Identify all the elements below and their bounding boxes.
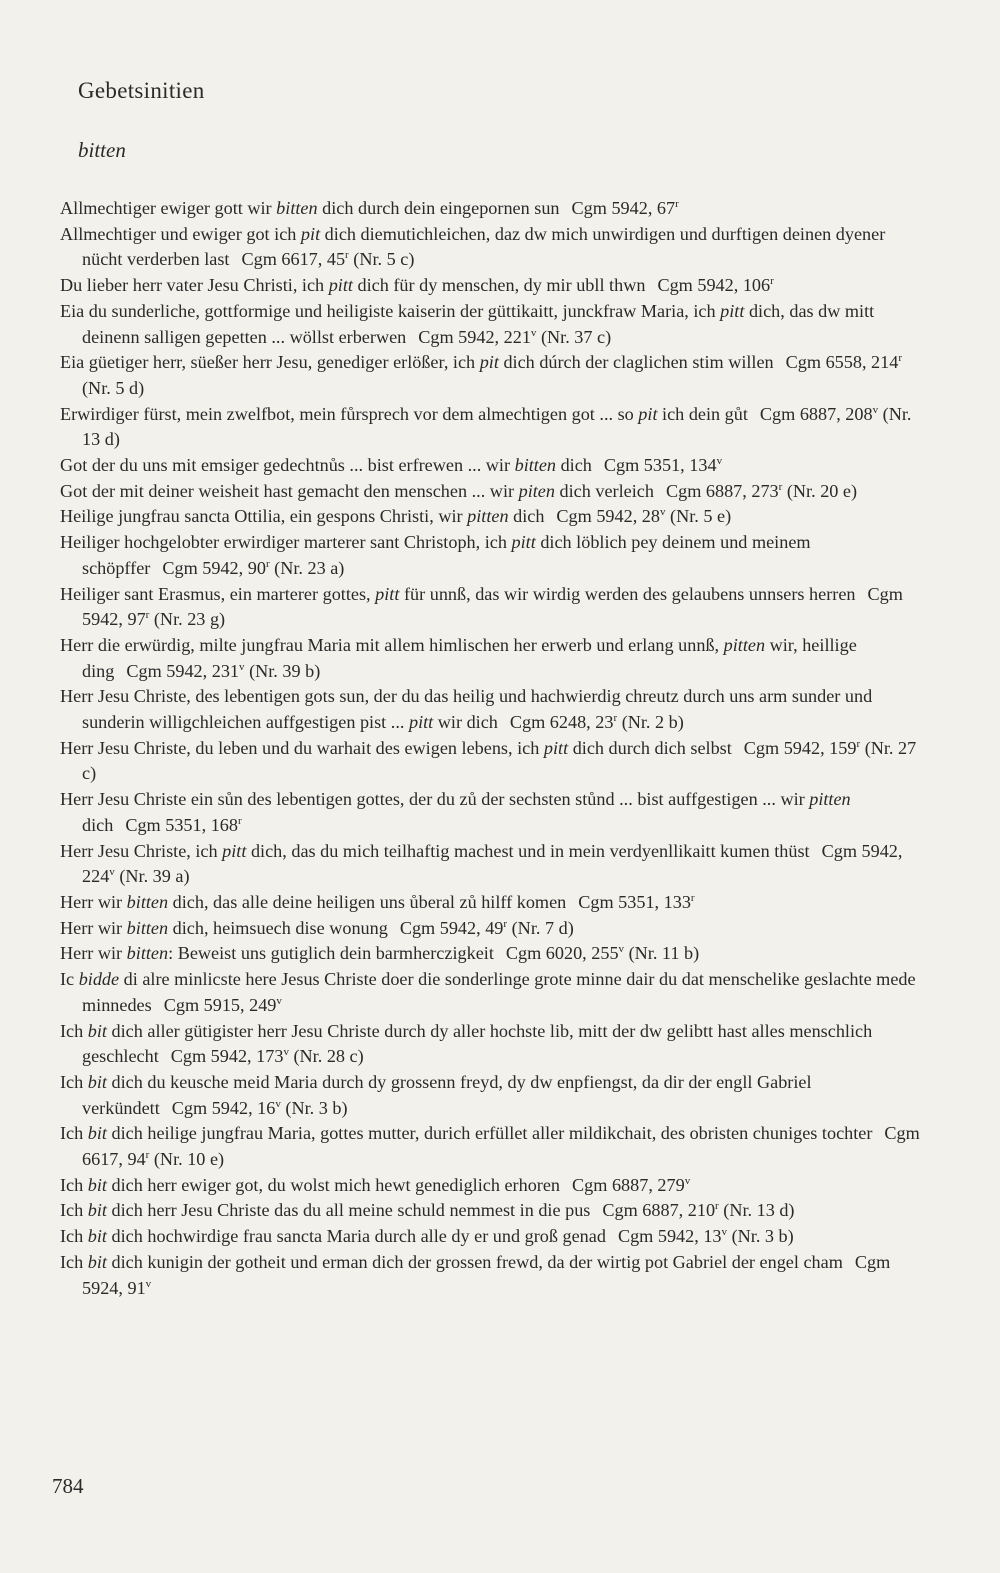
entry-text-end: wir, heillige ding xyxy=(82,634,857,681)
entry-text-end: dich, das dw mitt deinenn salligen gepetten ... wöllst erberwen xyxy=(82,300,875,347)
manuscript-reference xyxy=(657,275,773,295)
entry-keyword: pitt xyxy=(543,737,569,758)
page-number: 784 xyxy=(52,1474,84,1498)
entry-text-start: Eia güetiger herr, süeßer herr Jesu, genediger erlößer, ich xyxy=(60,352,480,373)
folio-side: v xyxy=(618,943,625,956)
entry-keyword: bitten xyxy=(126,891,169,912)
entry-text-start: Eia du sunderliche, gottformige und heiligiste kaiserin der güttikaitt, junckfraw Maria, ich xyxy=(60,300,721,321)
reference-text: Cgm 6248, 23 xyxy=(509,712,614,733)
entry-text-start: Erwirdiger fürst, mein zwelfbot, mein fůrsprech vor dem almechtigen got ... so xyxy=(60,403,639,424)
folio-side: r xyxy=(238,814,242,827)
entry-text-end: dich xyxy=(508,506,545,527)
entry-keyword: bit xyxy=(87,1123,107,1144)
folio-side: r xyxy=(145,1148,150,1161)
list-item xyxy=(60,916,930,942)
entry-keyword: pitt xyxy=(222,840,247,861)
entry-text-start: Herr Jesu Christe ein sůn des lebentigen gottes, der du zů der sechsten stůnd ... bist auffgestigen ... wir xyxy=(60,789,810,810)
section-heading: bitten xyxy=(78,138,126,162)
folio-side: v xyxy=(283,1046,289,1059)
entry-text-start: Herr Jesu Christe, ich xyxy=(60,840,223,861)
list-item xyxy=(60,582,930,633)
reference-number: (Nr. 13 d) xyxy=(718,1200,795,1221)
list-item xyxy=(60,222,930,273)
folio-side: v xyxy=(276,994,282,1007)
list-item xyxy=(60,350,930,401)
entry-text-end: ich dein gůt xyxy=(657,403,748,424)
folio-side: v xyxy=(530,326,537,339)
reference-text: Cgm 5942, 90 xyxy=(162,557,266,578)
manuscript-reference xyxy=(172,1098,348,1118)
entry-text-end: dich herr Jesu Christe das du all meine schuld nemmest in die pus xyxy=(106,1200,591,1221)
reference-text: Cgm 5942, 231 xyxy=(126,660,240,681)
reference-number: (Nr. 27 c) xyxy=(82,737,917,784)
entry-text-start: Herr Jesu Christe, des lebentigen gots sun, der du das heilig und hachwierdig chreutz durch uns arm sunder und sunderin willigchleichen auffgestigen pist ... xyxy=(60,686,873,733)
reference-text: Cgm 6887, 210 xyxy=(602,1200,716,1221)
entry-text-end: dich durch dich selbst xyxy=(568,737,732,758)
entry-text-end: dich aller gütigister herr Jesu Christe durch dy aller hochste lib, mitt der dw gelibtt hast alles menschlich geschlecht xyxy=(82,1020,873,1067)
entry-keyword: bit xyxy=(87,1174,107,1195)
entry-text-start: Ich xyxy=(60,1251,88,1272)
folio-side: r xyxy=(145,609,150,622)
entry-keyword: bitten xyxy=(276,198,318,218)
reference-number: (Nr. 23 g) xyxy=(149,609,226,630)
manuscript-reference xyxy=(171,1046,364,1066)
manuscript-reference xyxy=(578,892,694,912)
manuscript-reference xyxy=(572,198,679,218)
entry-text-end: dich du keusche meid Maria durch dy grossenn freyd, dy dw enpfiengst, da dir der engll Gabriel verkündett xyxy=(82,1071,812,1118)
list-item xyxy=(60,1019,930,1070)
folio-side: r xyxy=(690,891,695,904)
reference-number: (Nr. 13 d) xyxy=(82,403,912,450)
list-item xyxy=(60,504,930,530)
manuscript-reference xyxy=(164,995,282,1015)
reference-text: Cgm 5351, 168 xyxy=(125,814,238,835)
folio-side: r xyxy=(613,712,618,724)
reference-text: Cgm 5942, 28 xyxy=(556,506,660,527)
entry-text-end: dich xyxy=(82,814,114,835)
reference-number: (Nr. 3 b) xyxy=(280,1097,348,1118)
entry-keyword: bit xyxy=(87,1200,107,1221)
reference-number: (Nr. 23 a) xyxy=(269,557,345,578)
entry-text-start: Herr Jesu Christe, du leben und du warhait des ewigen lebens, ich xyxy=(60,737,544,758)
folio-side: r xyxy=(898,352,902,365)
list-item xyxy=(60,1173,930,1199)
list-item xyxy=(60,941,930,967)
list-item xyxy=(60,839,930,890)
reference-number: (Nr. 5 c) xyxy=(348,249,415,270)
entry-text-start: Allmechtiger und ewiger got ich xyxy=(60,223,301,244)
entry-keyword: pitt xyxy=(720,300,745,321)
reference-text: Cgm 5942, 16 xyxy=(171,1097,276,1118)
entry-text-end: dich durch dein eingepornen sun xyxy=(317,198,560,218)
reference-number: (Nr. 11 b) xyxy=(624,943,700,964)
reference-number: (Nr. 20 e) xyxy=(782,480,858,501)
list-item xyxy=(60,1070,930,1121)
folio-side: r xyxy=(856,737,861,750)
entry-keyword: bit xyxy=(87,1071,107,1092)
folio-side: r xyxy=(345,249,349,262)
folio-side: v xyxy=(872,403,879,416)
reference-number: (Nr. 3 b) xyxy=(727,1226,794,1247)
manuscript-reference xyxy=(418,327,611,347)
entry-keyword: pitten xyxy=(467,506,509,527)
entry-keyword: bidde xyxy=(78,969,120,990)
entry-text-end: dich, heimsuech dise wonung xyxy=(168,917,388,938)
reference-text: Cgm 5942, 159 xyxy=(743,737,857,758)
entry-keyword: bitten xyxy=(514,455,557,476)
entry-keyword: pitt xyxy=(328,275,353,296)
list-item xyxy=(60,967,930,1018)
entry-text-end: dich für dy menschen, dy mir ubll thwn xyxy=(352,275,646,296)
list-item xyxy=(60,1224,930,1250)
entry-keyword: pit xyxy=(638,403,658,424)
entry-text-end: di alre minlicste here Jesus Christe doer die sonderlinge grote minne dair du dat menschelike geslachte mede minnedes xyxy=(82,969,916,1015)
reference-text: Cgm 5942, 49 xyxy=(399,917,504,938)
manuscript-reference xyxy=(506,943,699,963)
entry-text-end: dich herr ewiger got, du wolst mich hewt genediglich erhoren xyxy=(106,1174,561,1195)
list-item xyxy=(60,402,930,453)
reference-text: Cgm 6617, 45 xyxy=(241,249,346,270)
list-item xyxy=(60,787,930,838)
manuscript-reference xyxy=(162,558,344,578)
entry-text-start: Ich xyxy=(60,1200,88,1221)
folio-side: v xyxy=(716,454,723,467)
entry-keyword: bit xyxy=(87,1226,107,1247)
folio-side: v xyxy=(684,1174,691,1187)
reference-number: (Nr. 5 e) xyxy=(665,506,732,527)
folio-side: r xyxy=(265,557,270,570)
folio-side: v xyxy=(239,660,245,673)
reference-text: Cgm 5942, 173 xyxy=(170,1046,284,1067)
reference-text: Cgm 5942, 221 xyxy=(418,326,531,347)
manuscript-reference xyxy=(618,1226,794,1246)
entry-keyword: bitten xyxy=(126,917,169,938)
list-item xyxy=(60,299,930,350)
reference-number: (Nr. 39 b) xyxy=(244,660,321,681)
manuscript-reference xyxy=(241,249,414,269)
entry-text-end: wir dich xyxy=(433,712,498,733)
reference-text: Cgm 6887, 208 xyxy=(759,403,873,424)
list-item xyxy=(60,633,930,684)
entry-keyword: pitten xyxy=(723,634,766,655)
entry-keyword: piten xyxy=(518,480,555,501)
list-item xyxy=(60,479,930,505)
entry-keyword: bitten xyxy=(126,943,169,964)
manuscript-reference xyxy=(510,712,684,732)
folio-side: v xyxy=(145,1277,152,1290)
entry-text-start: Herr wir xyxy=(60,891,127,912)
folio-side: r xyxy=(675,197,679,210)
reference-number: (Nr. 37 c) xyxy=(536,326,612,347)
entry-text-start: Ich xyxy=(60,1123,88,1144)
entry-text-start: Ich xyxy=(60,1071,88,1092)
folio-side: v xyxy=(721,1226,728,1239)
entry-keyword: pitt xyxy=(375,583,400,604)
entry-text-start: Herr die erwürdig, milte jungfrau Maria mit allem himlischen her erwerb und erlang unnß, xyxy=(60,634,724,655)
reference-text: Cgm 6558, 214 xyxy=(785,352,899,373)
reference-text: Cgm 5924, 91 xyxy=(82,1251,891,1298)
folio-side: r xyxy=(715,1200,719,1213)
entry-text-start: Allmechtiger ewiger gott wir xyxy=(60,198,277,218)
list-item xyxy=(60,736,930,787)
entry-text-start: Ic xyxy=(60,969,79,990)
folio-side: r xyxy=(503,917,508,930)
entry-text-start: Ich xyxy=(60,1174,88,1195)
entry-keyword: pitten xyxy=(809,789,851,810)
list-item xyxy=(60,1198,930,1224)
entry-text-start: Heiliger hochgelobter erwirdiger marterer sant Christoph, ich xyxy=(60,532,512,553)
list-item xyxy=(60,453,930,479)
manuscript-reference xyxy=(400,918,574,938)
entry-text-start: Heilige jungfrau sancta Ottilia, ein gespons Christi, wir xyxy=(60,506,468,527)
manuscript-reference xyxy=(126,661,320,681)
entry-text-start: Got der mit deiner weisheit hast gemacht den menschen ... wir xyxy=(60,480,519,501)
reference-text: Cgm 5351, 133 xyxy=(578,891,691,912)
entry-keyword: bit xyxy=(87,1020,107,1041)
reference-text: Cgm 5942, 67 xyxy=(571,198,676,218)
entry-text-end: dich verleich xyxy=(554,480,654,501)
entry-text-end: dich heilige jungfrau Maria, gottes mutter, durich erfüllet aller mildikchait, des obristen chuniges tochter xyxy=(106,1123,873,1144)
entry-keyword: pitt xyxy=(511,532,536,553)
manuscript-reference xyxy=(604,455,722,475)
reference-text: Cgm 5942, 97 xyxy=(82,583,903,630)
list-item xyxy=(60,273,930,299)
reference-number: (Nr. 7 d) xyxy=(507,917,574,938)
entry-text-end: dich, das alle deine heiligen uns ůberal zů hilff komen xyxy=(168,891,567,912)
folio-side: v xyxy=(660,506,666,519)
reference-text: Cgm 5942, 224 xyxy=(82,840,903,887)
list-item xyxy=(60,684,930,735)
entry-text-end: : Beweist uns gutiglich dein barmherczigkeit xyxy=(168,943,494,964)
entry-text-end: dich xyxy=(556,455,592,476)
manuscript-reference xyxy=(572,1175,690,1195)
folio-side: r xyxy=(770,275,774,288)
folio-side: v xyxy=(109,866,115,879)
reference-number: (Nr. 5 d) xyxy=(82,377,145,398)
entry-text-start: Du lieber herr vater Jesu Christi, ich xyxy=(60,275,329,296)
list-item xyxy=(60,530,930,581)
manuscript-reference xyxy=(666,481,857,501)
reference-number: (Nr. 2 b) xyxy=(617,712,684,733)
entry-list xyxy=(60,196,930,1301)
reference-text: Cgm 5942, 106 xyxy=(657,275,771,296)
reference-text: Cgm 5915, 249 xyxy=(163,994,277,1015)
entry-text-start: Herr wir xyxy=(60,917,127,938)
reference-number: (Nr. 10 e) xyxy=(149,1149,225,1170)
reference-text: Cgm 6887, 273 xyxy=(665,480,779,501)
entry-keyword: pitt xyxy=(408,712,434,733)
running-header: Gebetsinitien xyxy=(78,78,205,103)
entry-keyword: pit xyxy=(479,352,499,373)
entry-text-start: Heiliger sant Erasmus, ein marterer gottes, xyxy=(60,583,376,604)
reference-text: Cgm 6020, 255 xyxy=(505,943,619,964)
reference-text: Cgm 5942, 13 xyxy=(617,1226,722,1247)
entry-text-end: für unnß, das wir wirdig werden des gelaubens unnsers herren xyxy=(399,583,856,604)
reference-text: Cgm 6617, 94 xyxy=(82,1123,920,1170)
entry-text-end: dich dúrch der claglichen stim willen xyxy=(498,352,774,373)
entry-keyword: pit xyxy=(300,223,321,244)
entry-text-start: Ich xyxy=(60,1020,88,1041)
entry-keyword: bit xyxy=(87,1251,107,1272)
folio-side: r xyxy=(778,480,783,493)
entry-text-end: dich diemutichleichen, daz dw mich unwirdigen und durftigen deinen dyener nücht verderben last xyxy=(82,223,886,270)
manuscript-reference xyxy=(125,815,241,835)
list-item xyxy=(60,196,930,222)
manuscript-reference xyxy=(556,506,731,526)
list-item xyxy=(60,890,930,916)
reference-text: Cgm 6887, 279 xyxy=(572,1174,685,1195)
list-item xyxy=(60,1250,930,1301)
entry-text-start: Ich xyxy=(60,1226,88,1247)
reference-number: (Nr. 28 c) xyxy=(288,1046,364,1067)
entry-text-start: Got der du uns mit emsiger gedechtnůs ... bist erfrewen ... wir xyxy=(60,455,515,476)
reference-text: Cgm 5351, 134 xyxy=(603,455,717,476)
entry-text-end: dich kunigin der gotheit und erman dich der grossen frewd, da der wirtig pot Gabriel der engel cham xyxy=(106,1251,843,1272)
reference-number: (Nr. 39 a) xyxy=(114,866,190,887)
manuscript-reference xyxy=(602,1200,794,1220)
entry-text-start: Herr wir xyxy=(60,943,127,964)
folio-side: v xyxy=(275,1097,281,1110)
entry-text-end: dich löblich pey deinem und meinem schöpffer xyxy=(82,532,811,578)
list-item xyxy=(60,1121,930,1172)
entry-text-end: dich hochwirdige frau sancta Maria durch alle dy er und groß genad xyxy=(106,1226,606,1247)
entry-text-end: dich, das du mich teilhaftig machest und in mein verdyenllikaitt kumen thüst xyxy=(246,840,810,861)
